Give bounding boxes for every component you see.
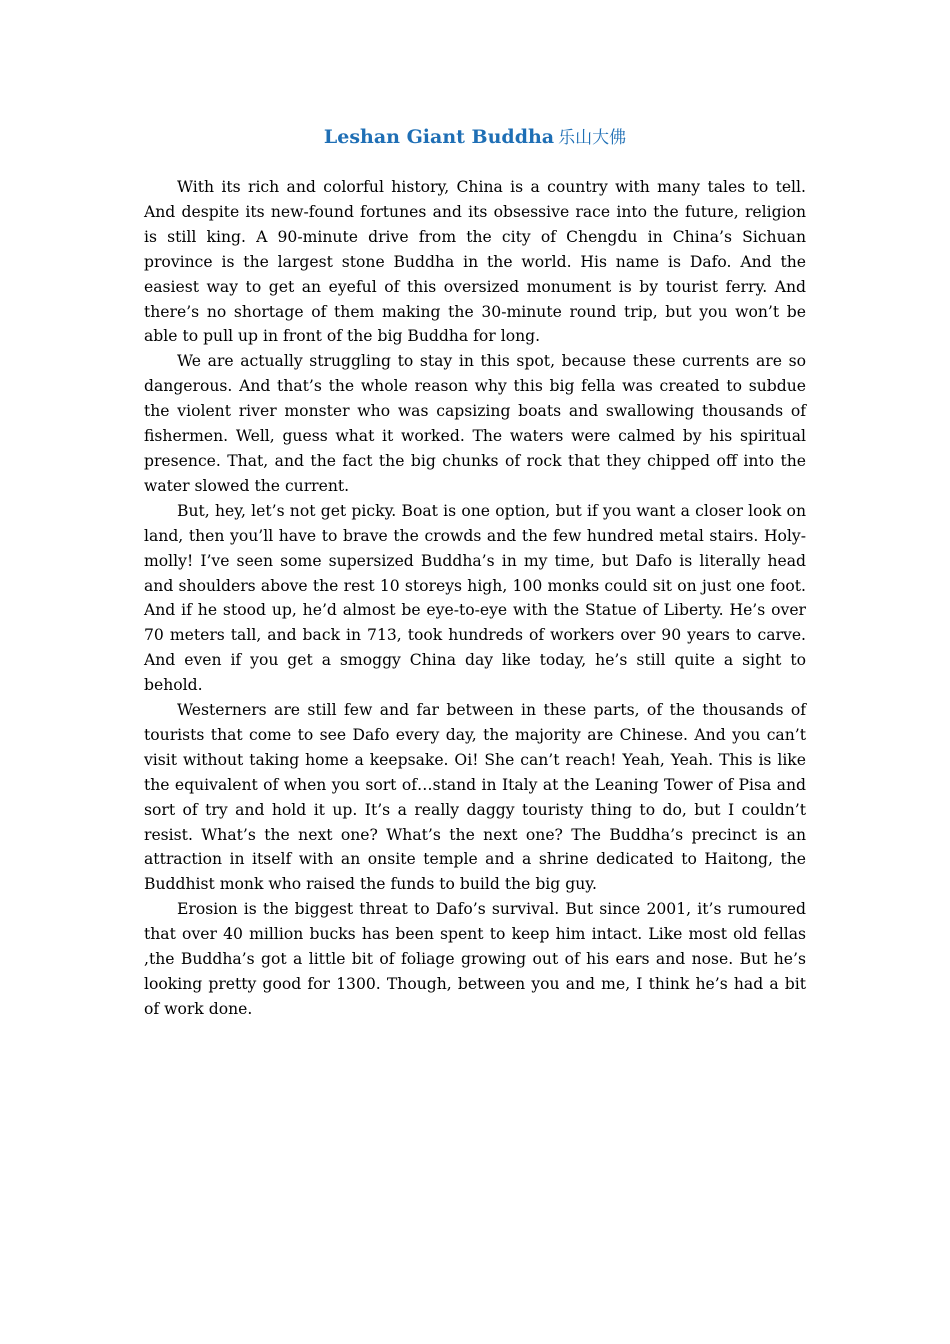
document-page (144, 118, 806, 1022)
paragraph: Erosion is the biggest threat to Dafo’s survival. But since 2001, it’s rumoured that over 40 million bucks has been spent to keep him intact. Like most old fellas ,the Buddha’s got a little bit of foliage growing out of his ears and nose. But he’s looking pretty good for 1300. Though, between you and me, I think he’s had a bit of work done. (144, 900, 806, 1018)
paragraph: We are actually struggling to stay in this spot, because these currents are so dangerous. And that’s the whole reason why this big fella was created to subdue the violent river monster who was capsizing boats and swallowing thousands of fishermen. Well, guess what it worked. The waters were calmed by his spiritual presence. That, and the fact the big chunks of rock that they chipped off into the water slowed the current. (144, 352, 806, 495)
title-chinese: 乐山大佛 (558, 128, 627, 148)
document-title (144, 118, 806, 157)
paragraph: With its rich and colorful history, China is a country with many tales to tell. And despite its new-found fortunes and its obsessive race into the future, religion is still king. A 90-minute drive from the city of Chengdu in China’s Sichuan province is the largest stone Buddha in the world. His name is Dafo. And the easiest way to get an eyeful of this oversized monument is by tourist ferry. And there’s no shortage of them making the 30-minute round trip, but you won’t be able to pull up in front of the big Buddha for long. (144, 178, 806, 346)
paragraph: But, hey, let’s not get picky. Boat is one option, but if you want a closer look on land, then you’ll have to brave the crowds and the few hundred metal stairs. Holy-molly! I’ve seen some supersized Buddha’s in my time, but Dafo is literally head and shoulders above the rest 10 storeys high, 100 monks could sit on just one foot. And if he stood up, he’d almost be eye-to-eye with the Statue of Liberty. He’s over 70 meters tall, and back in 713, took hundreds of workers over 90 years to carve. And even if you get a smoggy China day like today, he’s still quite a sight to behold. (144, 501, 806, 695)
paragraph: Westerners are still few and far between in these parts, of the thousands of tourists that come to see Dafo every day, the majority are Chinese. And you can’t visit without taking home a keepsake. Oi! She can’t reach! Yeah, Yeah. This is like the equivalent of when you sort of…stand in Italy at the Leaning Tower of Pisa and sort of try and hold it up. It’s a really daggy touristy thing to do, but I couldn’t resist. What’s the next one? What’s the next one? The Buddha’s precinct is an attraction in itself with an onsite temple and a shrine dedicated to Haitong, the Buddhist monk who raised the funds to build the big guy. (144, 701, 806, 894)
title-english: Leshan Giant Buddha (323, 126, 555, 148)
